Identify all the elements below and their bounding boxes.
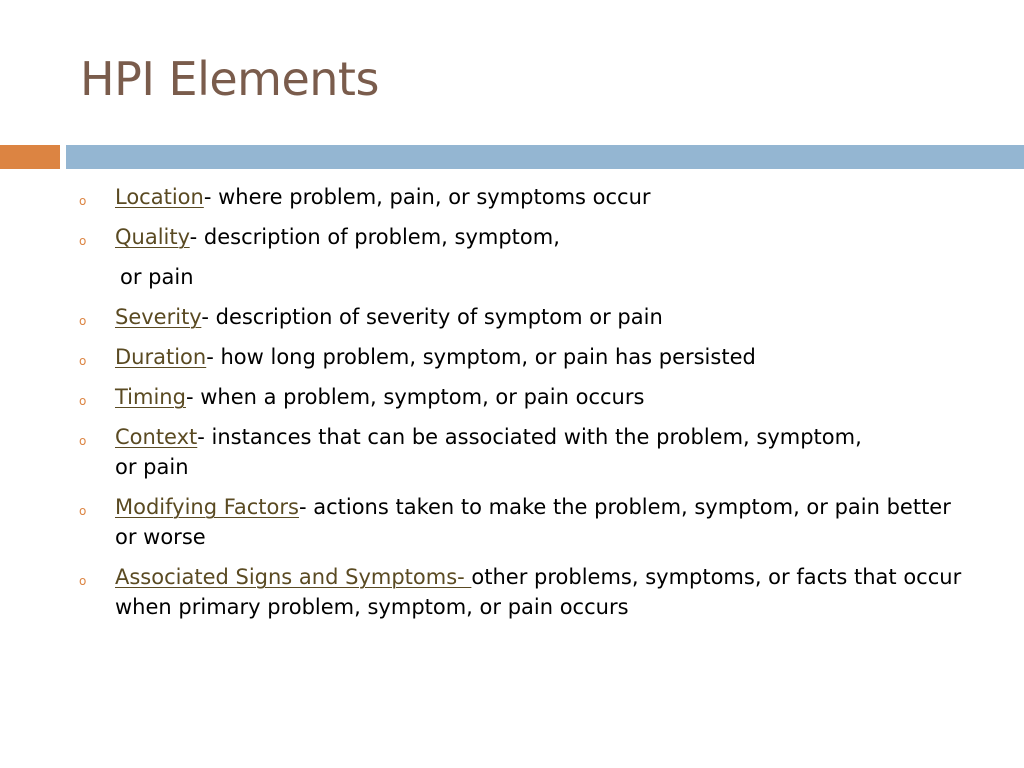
bullet-marker: o: [79, 434, 87, 448]
term-modifying-factors-link[interactable]: Modifying Factors: [115, 495, 299, 519]
bullet-text: [115, 492, 975, 552]
bullet-text: [115, 382, 995, 412]
title-accent-bar: [0, 145, 60, 169]
bullet-description: - where problem, pain, or symptoms occur: [203, 185, 651, 209]
bullet-description: - when a problem, symptom, or pain occurs: [185, 385, 645, 409]
bullet-description: other problems, symptoms, or facts that occur when primary problem, symptom, or pain occurs: [115, 565, 962, 619]
term-quality-link[interactable]: Quality: [115, 225, 190, 249]
bullet-text: [115, 222, 995, 252]
bullet-marker: o: [79, 394, 87, 408]
bullet-text: [115, 562, 995, 622]
bullet-description: - actions taken to make the problem, symptom, or pain better or worse: [115, 495, 951, 549]
bullet-description: - description of problem, symptom,: [189, 225, 560, 249]
bullet-marker: o: [79, 234, 87, 248]
term-severity-link[interactable]: Severity: [115, 305, 202, 329]
bullet-marker: o: [79, 354, 87, 368]
bullet-text: [115, 302, 995, 332]
bullet-description: - how long problem, symptom, or pain has persisted: [206, 345, 756, 369]
term-location-link[interactable]: Location: [115, 185, 204, 209]
bullet-marker: o: [79, 314, 87, 328]
term-context-link[interactable]: Context: [115, 425, 198, 449]
term-duration-link[interactable]: Duration: [115, 345, 207, 369]
bullet-marker: o: [79, 194, 87, 208]
bullet-marker: o: [79, 504, 87, 518]
term-timing-link[interactable]: Timing: [115, 385, 186, 409]
bullet-text: [115, 182, 995, 212]
bullet-marker: o: [79, 574, 87, 588]
title-divider-bar: [66, 145, 1024, 169]
term-associated-signs-link[interactable]: Associated Signs and Symptoms-: [115, 565, 472, 589]
slide-title: HPI Elements: [80, 52, 379, 106]
bullet-text: [115, 342, 995, 372]
bullet-quality-continuation: or pain: [120, 265, 194, 289]
bullet-description: - instances that can be associated with the problem, symptom, or pain: [115, 425, 862, 479]
bullet-description: - description of severity of symptom or pain: [201, 305, 663, 329]
bullet-text: [115, 422, 875, 482]
